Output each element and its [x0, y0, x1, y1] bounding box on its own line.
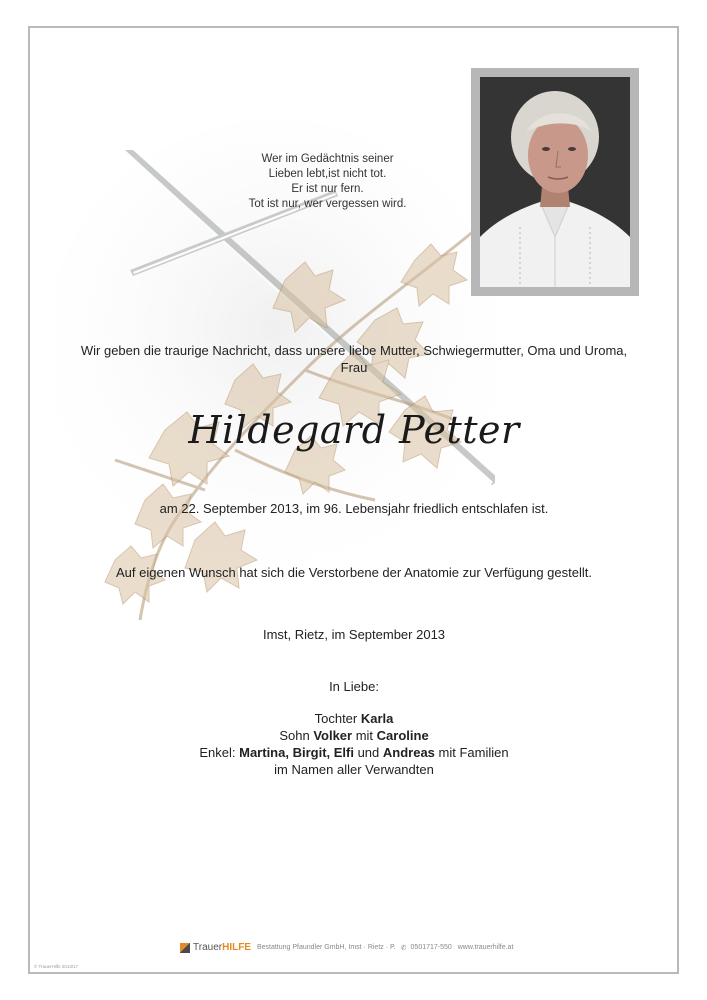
anatomy-note: Auf eigenen Wunsch hat sich die Verstorbene der Anatomie zur Verfügung gestellt.: [115, 565, 592, 580]
poem-line: Er ist nur fern.: [291, 183, 364, 195]
brand-name: TrauerHILFE: [193, 942, 251, 953]
relation-label: Tochter: [314, 711, 361, 726]
death-date-line: am 22. September 2013, im 96. Lebensjahr friedlich entschlafen ist.: [159, 501, 549, 516]
announcement-intro: [60, 342, 648, 376]
mourners-list: [60, 710, 648, 778]
relation-label: Enkel:: [199, 745, 240, 760]
connector-text: mit Familien: [434, 745, 509, 760]
copyright-note: © TrauerHilfe 2013/17: [34, 964, 79, 969]
portrait-frame: [471, 68, 639, 296]
mourner-row: [60, 710, 648, 727]
mourner-row: [60, 727, 648, 744]
place-and-date: Imst, Rietz, im September 2013: [262, 627, 446, 642]
mourner-name: Martina, Birgit, Elfi: [239, 745, 354, 760]
intro-line: Wir geben die traurige Nachricht, dass unsere liebe Mutter, Schwiegermutter, Oma und Uroma,: [80, 343, 628, 358]
mourner-row: im Namen aller Verwandten: [274, 762, 434, 777]
poem-line: Wer im Gedächtnis seiner: [261, 153, 394, 165]
mourner-name: Karla: [360, 711, 394, 726]
relation-label: Sohn: [279, 728, 314, 743]
intro-line: Frau: [340, 360, 368, 375]
company-address: Bestattung Pfaundler GmbH, Imst · Rietz · P.: [256, 944, 396, 951]
connector-text: und: [353, 745, 383, 760]
deceased-name: Hildegard Petter: [188, 408, 520, 452]
portrait-photo: [480, 77, 630, 287]
poem-line: Lieben lebt,ist nicht tot.: [268, 168, 387, 180]
closing-phrase: In Liebe:: [329, 679, 379, 694]
company-phone: 0501717-550: [410, 944, 452, 951]
mourner-name: Andreas: [382, 745, 435, 760]
mourner-name: Caroline: [376, 728, 429, 743]
poem-line: Tot ist nur, wer vergessen wird.: [248, 198, 407, 210]
trauerhilfe-logo-icon: [180, 943, 190, 953]
phone-icon: ✆: [400, 944, 407, 952]
company-website[interactable]: www.trauerhilfe.at: [457, 944, 514, 951]
footer-imprint: [180, 942, 580, 958]
mourner-name: Volker: [313, 728, 353, 743]
memorial-poem: [200, 152, 455, 212]
connector-text: mit: [352, 728, 377, 743]
mourner-row: [60, 744, 648, 761]
